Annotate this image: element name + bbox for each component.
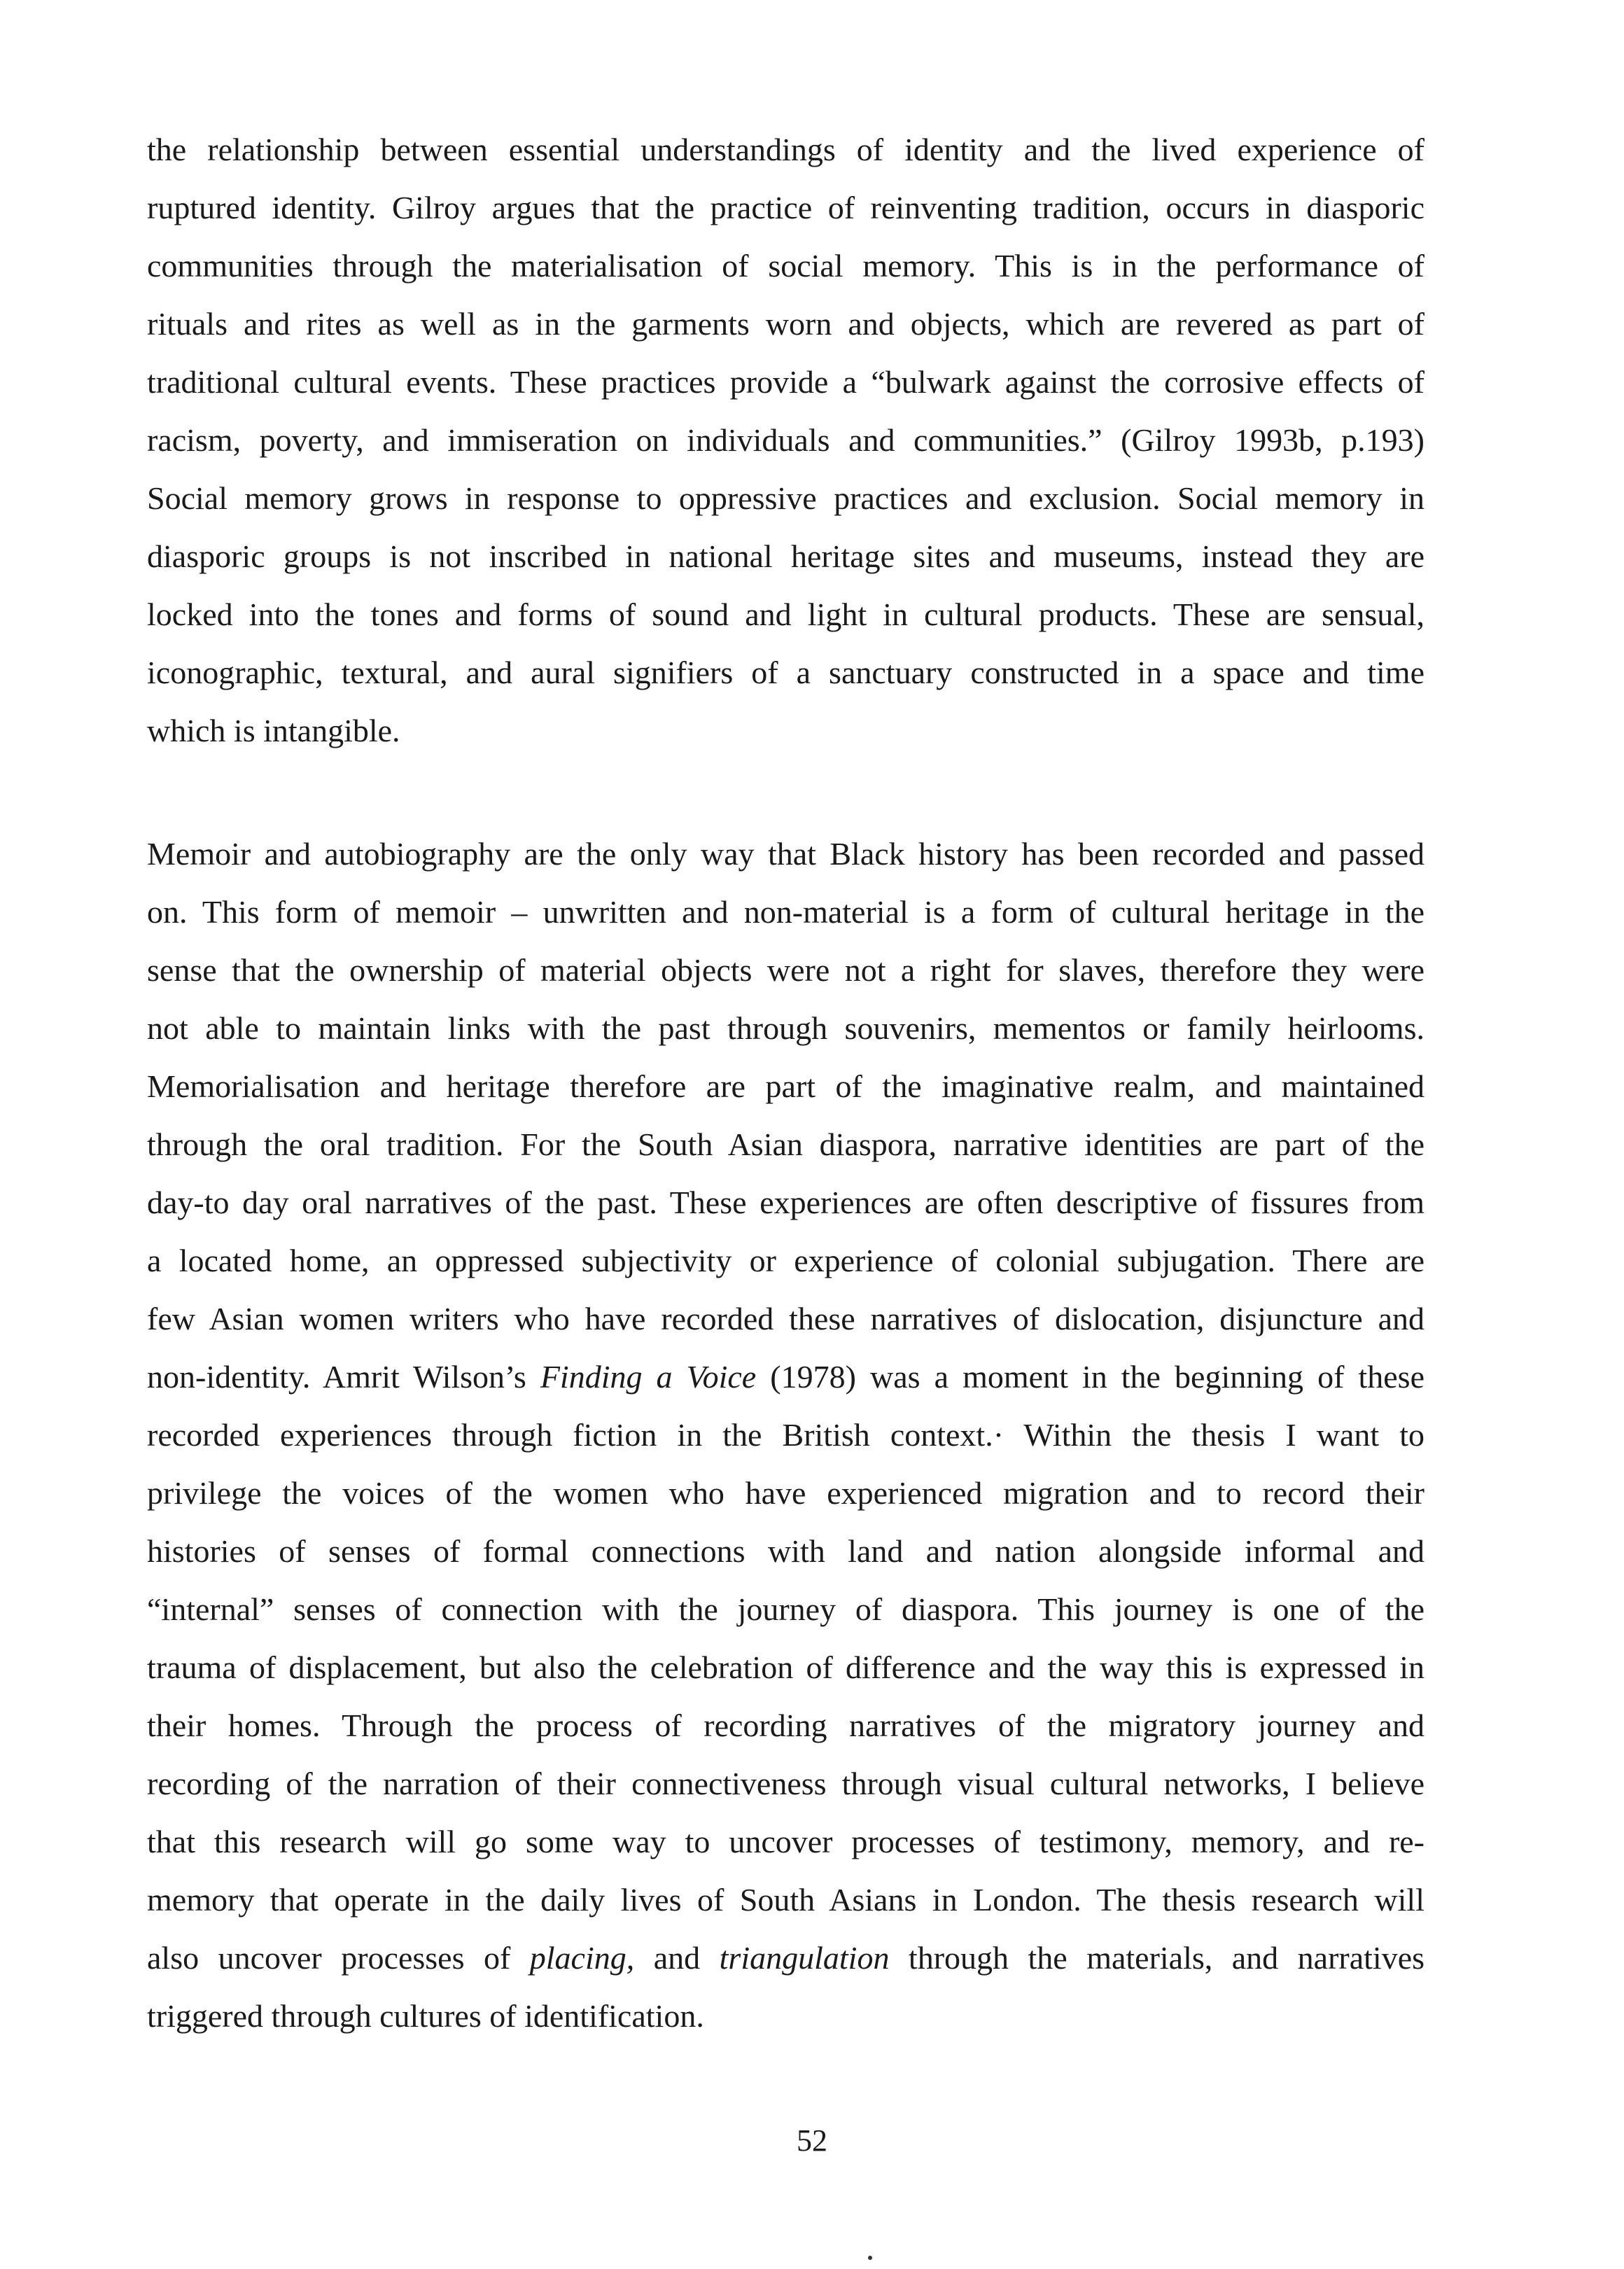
text-line bbox=[147, 1406, 1424, 1464]
text-segment: few Asian women writers who have recorded these narratives of dislocation, disjuncture and bbox=[147, 1301, 1424, 1336]
text-segment: histories of senses of formal connections with land and nation alongside informal and bbox=[147, 1533, 1424, 1569]
paragraph-1 bbox=[147, 120, 1424, 760]
text-line bbox=[147, 1522, 1424, 1580]
text-segment: on. This form of memoir – unwritten and non-material is a form of cultural heritage in the bbox=[147, 894, 1424, 930]
text-segment: ruptured identity. Gilroy argues that the practice of reinventing tradition, occurs in diasporic bbox=[147, 190, 1424, 225]
text-line bbox=[147, 1464, 1424, 1522]
text-segment: and bbox=[634, 1940, 720, 1976]
text-segment: their homes. Through the process of recording narratives of the migratory journey and bbox=[147, 1708, 1424, 1743]
text-line bbox=[147, 999, 1424, 1057]
text-segment: trauma of displacement, but also the celebration of difference and the way this is expressed in bbox=[147, 1649, 1424, 1685]
text-segment: through the oral tradition. For the South Asian diaspora, narrative identities are part of the bbox=[147, 1126, 1424, 1162]
italic-text: triangulation bbox=[719, 1940, 890, 1976]
paragraph-2 bbox=[147, 825, 1424, 2045]
italic-text: placing, bbox=[529, 1940, 635, 1976]
text-line bbox=[147, 1057, 1424, 1115]
text-line bbox=[147, 1987, 1424, 2045]
text-line bbox=[147, 825, 1424, 883]
text-segment: memory that operate in the daily lives of South Asians in London. The thesis research will bbox=[147, 1882, 1424, 1918]
text-line bbox=[147, 701, 1424, 760]
text-segment: triggered through cultures of identification. bbox=[147, 1998, 704, 2034]
text-segment: sense that the ownership of material objects were not a right for slaves, therefore they were bbox=[147, 952, 1424, 988]
text-line bbox=[147, 941, 1424, 999]
text-line bbox=[147, 469, 1424, 527]
text-segment: (1978) was a moment in the beginning of these bbox=[756, 1359, 1424, 1395]
text-line bbox=[147, 1929, 1424, 1987]
page-number: 52 bbox=[797, 2123, 827, 2158]
text-segment: iconographic, textural, and aural signifiers of a sanctuary constructed in a space and time bbox=[147, 655, 1424, 690]
text-segment: Social memory grows in response to oppressive practices and exclusion. Social memory in bbox=[147, 480, 1424, 516]
italic-text: Finding a Voice bbox=[540, 1359, 757, 1395]
text-segment: that this research will go some way to uncover processes of testimony, memory, and re- bbox=[147, 1824, 1424, 1859]
text-segment: non-identity. Amrit Wilson’s bbox=[147, 1359, 540, 1395]
text-segment: recorded experiences through fiction in the British context.· Within the thesis I want to bbox=[147, 1417, 1424, 1453]
text-line bbox=[147, 120, 1424, 179]
text-segment: locked into the tones and forms of sound and light in cultural products. These are sensual, bbox=[147, 596, 1424, 632]
text-line bbox=[147, 1696, 1424, 1754]
text-line bbox=[147, 1348, 1424, 1406]
text-segment: recording of the narration of their connectiveness through visual cultural networks, I believe bbox=[147, 1766, 1424, 1801]
text-line bbox=[147, 295, 1424, 353]
text-segment: “internal” senses of connection with the journey of diaspora. This journey is one of the bbox=[147, 1591, 1424, 1627]
text-segment: communities through the materialisation of social memory. This is in the performance of bbox=[147, 248, 1424, 284]
text-segment: privilege the voices of the women who have experienced migration and to record their bbox=[147, 1475, 1424, 1511]
text-line bbox=[147, 1638, 1424, 1696]
text-line bbox=[147, 643, 1424, 701]
text-segment: rituals and rites as well as in the garments worn and objects, which are revered as part of bbox=[147, 306, 1424, 342]
text-segment: racism, poverty, and immiseration on individuals and communities.” (Gilroy 1993b, p.193) bbox=[147, 422, 1424, 458]
text-segment: Memorialisation and heritage therefore are part of the imaginative realm, and maintained bbox=[147, 1068, 1424, 1104]
text-line bbox=[147, 883, 1424, 941]
text-segment: which is intangible. bbox=[147, 713, 400, 748]
text-segment: a located home, an oppressed subjectivity or experience of colonial subjugation. There are bbox=[147, 1243, 1424, 1278]
text-segment: Memoir and autobiography are the only way that Black history has been recorded and passed bbox=[147, 836, 1424, 872]
text-line bbox=[147, 237, 1424, 295]
text-line bbox=[147, 1231, 1424, 1290]
text-segment: diasporic groups is not inscribed in national heritage sites and museums, instead they are bbox=[147, 538, 1424, 574]
text-line bbox=[147, 1115, 1424, 1173]
text-line bbox=[147, 1754, 1424, 1813]
text-segment: traditional cultural events. These practices provide a “bulwark against the corrosive effects of bbox=[147, 364, 1424, 400]
text-line bbox=[147, 1813, 1424, 1871]
scan-speck bbox=[868, 2256, 872, 2260]
text-line bbox=[147, 527, 1424, 585]
text-segment: the relationship between essential understandings of identity and the lived experience of bbox=[147, 132, 1424, 167]
text-line bbox=[147, 411, 1424, 469]
text-segment: not able to maintain links with the past through souvenirs, mementos or family heirlooms. bbox=[147, 1010, 1424, 1046]
text-segment: through the materials, and narratives bbox=[889, 1940, 1425, 1976]
text-line bbox=[147, 353, 1424, 411]
text-line bbox=[147, 585, 1424, 643]
text-segment: also uncover processes of bbox=[147, 1940, 530, 1976]
text-line bbox=[147, 1290, 1424, 1348]
text-line bbox=[147, 179, 1424, 237]
text-line bbox=[147, 1580, 1424, 1638]
text-segment: day-to day oral narratives of the past. These experiences are often descriptive of fissures from bbox=[147, 1185, 1424, 1220]
text-line bbox=[147, 1871, 1424, 1929]
text-line bbox=[147, 1173, 1424, 1231]
